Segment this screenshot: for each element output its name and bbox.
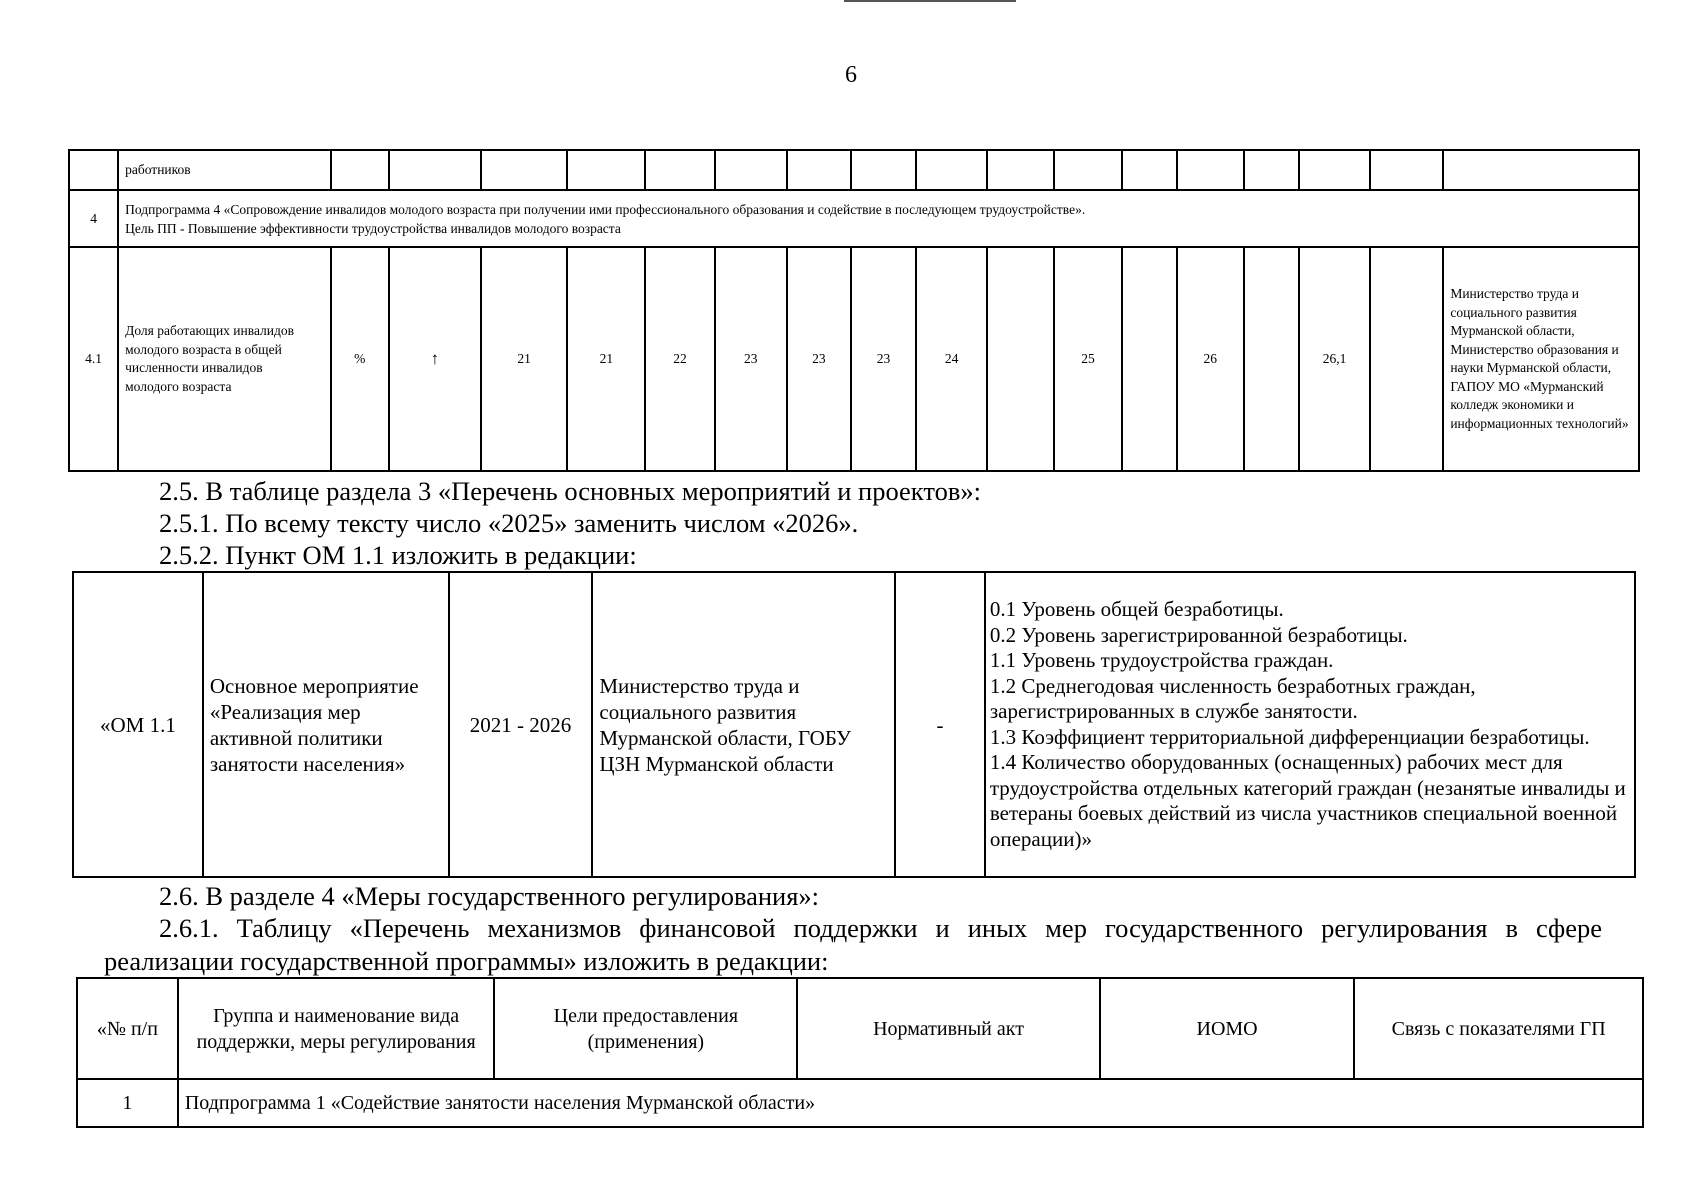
responsible-cell: Министерство труда и социального развития Мурманской области, Министерство образования и науки Мурманской области, ГАПОУ МО «Мурманский колледж экономики и информационных технологий» [1443,247,1639,471]
paragraph-2-5-2: 2.5.2. Пункт ОМ 1.1 изложить в редакции: [159,540,637,570]
column-header: Связь с показателями ГП [1354,978,1643,1079]
value-cell: 23 [715,247,787,471]
paragraph-2-6: 2.6. В разделе 4 «Меры государственного регулирования»: [159,881,820,911]
measure-period: 2021 - 2026 [449,572,593,877]
value-cell: 23 [787,247,851,471]
column-header: Цели предоставления (применения) [494,978,797,1079]
row-number: 4 [69,190,118,247]
value-cell: 21 [567,247,645,471]
link-item: 1.2 Среднегодовая численность безработных граждан, зарегистрированных в службе занятости. [989,673,1476,723]
value-cell: 23 [851,247,916,471]
unit-cell: % [331,247,389,471]
row-number: 1 [77,1079,178,1127]
measure-name: Основное мероприятие «Реализация мер активной политики занятости населения» [203,572,449,877]
value-cell: 26,1 [1299,247,1370,471]
page-number: 6 [845,62,857,88]
row-number: 4.1 [69,247,118,471]
direction-cell: ↑ [389,247,481,471]
measure-code: «ОМ 1.1 [73,572,203,877]
indicator-cell: работников [118,150,331,190]
table-row [77,1079,1643,1127]
table-row [69,150,1639,190]
table-row [69,247,1639,471]
measure-executor: Министерство труда и социального развития Мурманской области, ГОБУ ЦЗН Мурманской области [592,572,895,877]
paragraph-2-6-1-line2: реализации государственной программы» изложить в редакции: [104,946,829,976]
measure-dash: - [895,572,985,877]
link-item: 1.3 Коэффициент территориальной дифференциации безработицы. [989,724,1590,749]
indicators-table [68,149,1640,472]
value-cell: 26 [1177,247,1244,471]
value-cell: 24 [916,247,987,471]
header-row [77,978,1643,1079]
column-header: «№ п/п [77,978,178,1079]
paragraph-2-5: 2.5. В таблице раздела 3 «Перечень основных мероприятий и проектов»: [159,476,981,506]
table-row [73,572,1635,877]
column-header: Нормативный акт [797,978,1100,1079]
value-cell: 21 [481,247,567,471]
value-cell: 25 [1054,247,1121,471]
scan-edge-line [844,0,1016,2]
support-measures-table [76,977,1644,1128]
subprogram-row-text: Подпрограмма 1 «Содействие занятости населения Мурманской области» [178,1079,1643,1127]
column-header: ИОМО [1100,978,1355,1079]
column-header: Группа и наименование вида поддержки, меры регулирования [178,978,495,1079]
subprogram-goal: Цель ПП - Повышение эффективности трудоустройства инвалидов молодого возраста [125,220,621,236]
subprogram-row [69,190,1639,247]
measures-table [72,571,1636,878]
indicator-cell: Доля работающих инвалидов молодого возраста в общей численности инвалидов молодого возраста [118,247,331,471]
paragraph-2-6-1-line1: 2.6.1. Таблицу «Перечень механизмов финансовой поддержки и иных мер государственного регулирования в сфере [159,913,1602,943]
link-item: 1.1 Уровень трудоустройства граждан. [989,648,1334,672]
link-item: 0.2 Уровень зарегистрированной безработицы. [989,622,1408,647]
link-item: 0.1 Уровень общей безработицы. [989,597,1284,621]
subprogram-title: Подпрограмма 4 «Сопровождение инвалидов молодого возраста при получении ими профессионального образования и содействие в последующем трудоустройстве». [125,201,1086,217]
link-item: 1.4 Количество оборудованных (оснащенных) рабочих мест для трудоустройства отдельных категорий граждан (незанятые инвалиды и ветераны боевых действий из числа участников специальной военной операции)» [989,750,1626,851]
paragraph-2-5-1: 2.5.1. По всему тексту число «2025» заменить числом «2026». [159,508,859,538]
value-cell: 22 [645,247,714,471]
